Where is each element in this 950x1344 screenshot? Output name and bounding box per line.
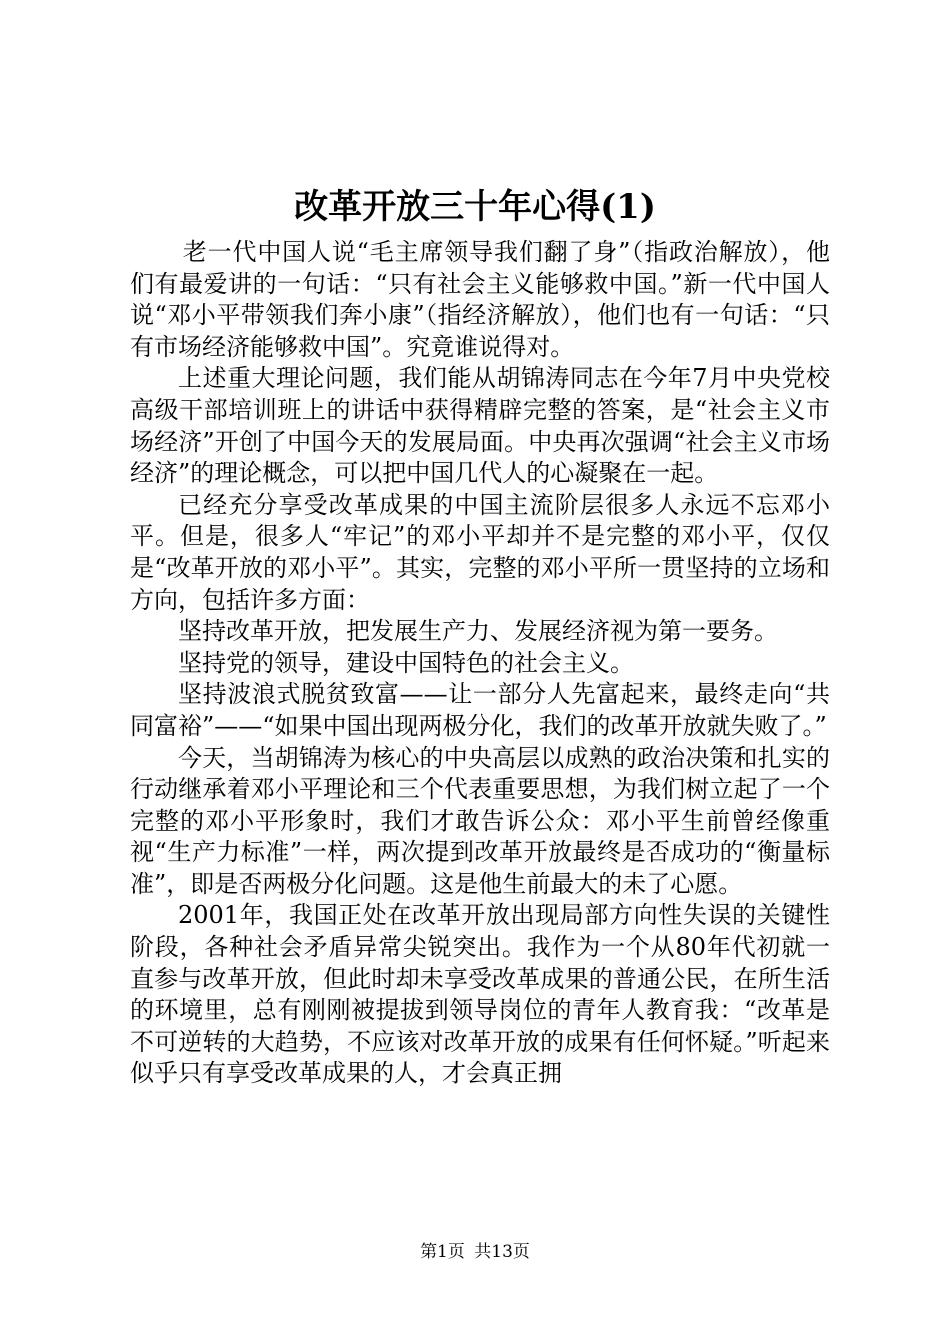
document-body bbox=[130, 237, 830, 1090]
paragraph: 上述重大理论问题，我们能从胡锦涛同志在今年7月中央党校高级干部培训班上的讲话中获得精辟完整的答案，是“社会主义市场经济”开创了中国今天的发展局面。中央再次强调“社会主义市场经济”的理论概念，可以把中国几代人的心凝聚在一起。 bbox=[130, 364, 830, 488]
paragraph: 坚持党的领导，建设中国特色的社会主义。 bbox=[178, 648, 634, 677]
paragraph: 坚持改革开放，把发展生产力、发展经济视为第一要务。 bbox=[178, 617, 778, 646]
page-footer bbox=[0, 1240, 950, 1264]
paragraph: 坚持波浪式脱贫致富——让一部分人先富起来，最终走向“共同富裕”——“如果中国出现两极分化，我们的改革开放就失败了。” bbox=[130, 680, 830, 740]
paragraph: 2001年，我国正处在改革开放出现局部方向性失误的关键性阶段，各种社会矛盾异常尖锐突出。我作为一个从80年代初就一直参与改革开放，但此时却未享受改革成果的普通公民，在所生活的环境里，总有刚刚被提拔到领导岗位的青年人教育我：“改革是不可逆转的大趋势，不应该对改革开放的成果有任何怀疑。”听起来似乎只有享受改革成果的人，才会真正拥 bbox=[130, 901, 830, 1088]
page-number: 第1页 bbox=[420, 1242, 465, 1262]
paragraph: 今天，当胡锦涛为核心的中央高层以成熟的政治决策和扎实的行动继承着邓小平理论和三个代表重要思想，为我们树立起了一个完整的邓小平形象时，我们才敢告诉公众：邓小平生前曾经像重视“生产力标准”一样，两次提到改革开放最终是否成功的“衡量标准”，即是否两极分化问题。这是他生前最大的未了心愿。 bbox=[130, 743, 830, 898]
paragraph: 已经充分享受改革成果的中国主流阶层很多人永远不忘邓小平。但是，很多人“牢记”的邓小平却并不是完整的邓小平，仅仅是“改革开放的邓小平”。其实，完整的邓小平所一贯坚持的立场和方向，包括许多方面： bbox=[130, 490, 830, 614]
document-title: 改革开放三十年心得(1) bbox=[294, 187, 656, 227]
paragraph: 老一代中国人说“毛主席领导我们翻了身”（指政治解放），他们有最爱讲的一句话：“只有社会主义能够救中国。”新一代中国人说“邓小平带领我们奔小康”（指经济解放），他们也有一句话：“只有市场经济能够救中国”。究竟谁说得对。 bbox=[130, 238, 830, 361]
page-total: 共13页 bbox=[474, 1242, 530, 1262]
